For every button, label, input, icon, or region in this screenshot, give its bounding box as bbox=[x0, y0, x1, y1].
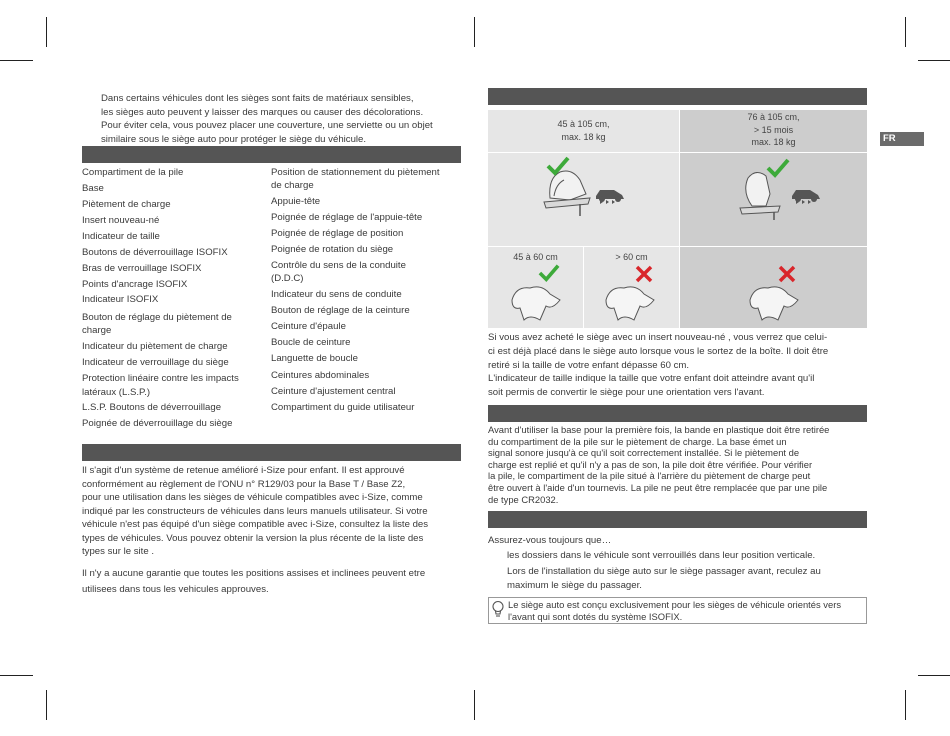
intro-paragraph bbox=[101, 92, 461, 146]
text-line: soit permis de convertir le siège pour une orientation vers l'avant. bbox=[488, 386, 765, 398]
parts-item: Indicateur du piètement de charge bbox=[82, 341, 228, 352]
parts-item: Ceintures abdominales bbox=[271, 370, 370, 381]
text-line: indiqué par les constructeurs de véhicules dans leurs manuels utilisateur. Si votre bbox=[82, 505, 428, 517]
car-icon bbox=[790, 184, 822, 206]
parts-item: Poignée de déverrouillage du siège bbox=[82, 418, 233, 429]
language-tab: FR bbox=[880, 132, 924, 146]
text-line: du compartiment de la pile sur le piètement de charge. La base émet un bbox=[488, 435, 787, 447]
battery-paragraph bbox=[488, 424, 870, 505]
cell-label bbox=[488, 118, 679, 143]
parts-item: Bouton de réglage du piètement de bbox=[82, 312, 232, 323]
parts-item: Bouton de réglage de la ceinture bbox=[271, 305, 410, 316]
text-line: être ouvert à l'aide d'un tournevis. La pile ne peut être remplacée que par une pile bbox=[488, 481, 828, 493]
text-line: Si vous avez acheté le siège avec un insert nouveau-né , vous verrez que celui- bbox=[488, 332, 828, 343]
text-line: Il n'y a aucune garantie que toutes les positions assises et inclinees peuvent etre bbox=[82, 568, 426, 579]
cross-icon bbox=[777, 264, 797, 284]
text-line: retiré si la taille de votre enfant dépasse 60 cm. bbox=[488, 359, 690, 371]
text-line: la pile, le compartiment de la pile situé à l'arrière du piètement de charge peut bbox=[488, 470, 811, 482]
lightbulb-icon bbox=[491, 600, 505, 618]
isize-paragraph bbox=[82, 464, 462, 559]
text-line: charge est replié et qu'il n'y a pas de son, la pile doit être vérifiée. Pour vérifier bbox=[488, 458, 813, 470]
parts-item: Boucle de ceinture bbox=[271, 337, 351, 348]
text-line: Le siège auto est conçu exclusivement pour les sièges de véhicule orientés vers bbox=[508, 599, 842, 610]
text-line: Lors de l'installation du siège auto sur le siège passager avant, reculez au bbox=[507, 566, 821, 577]
insert-paragraph bbox=[488, 331, 868, 372]
parts-item: Insert nouveau-né bbox=[82, 215, 160, 226]
parts-item: Indicateur de verrouillage du siège bbox=[82, 357, 229, 368]
warranty-paragraph bbox=[82, 566, 462, 598]
tip-box bbox=[488, 597, 867, 624]
parts-item: Languette de boucle bbox=[271, 353, 358, 364]
text-line: véhicule n'est pas équipé d'un siège compatible avec i-Size, consultez la liste des bbox=[82, 519, 429, 530]
crop-mark bbox=[46, 17, 47, 47]
text-line: utilisees dans tous les vehicules approuves. bbox=[82, 584, 269, 595]
text-line: signal sonore jusqu'à ce qu'il soit correctement installée. Si le piètement de bbox=[488, 447, 800, 459]
parts-item: Base bbox=[82, 183, 104, 194]
parts-item: Compartiment de la pile bbox=[82, 167, 184, 178]
crop-mark bbox=[0, 60, 33, 61]
parts-item: Ceinture d'épaule bbox=[271, 321, 346, 332]
parts-item: Appuie-tête bbox=[271, 196, 321, 207]
parts-item: Piètement de charge bbox=[82, 199, 171, 210]
parts-item: de charge bbox=[271, 180, 314, 191]
text-line: conformément au règlement de l'ONU n° R129/03 pour la Base T / Base Z2, bbox=[82, 478, 406, 490]
text-line: Dans certains véhicules dont les sièges sont faits de matériaux sensibles, bbox=[101, 93, 414, 104]
section-header-bar bbox=[488, 88, 867, 105]
cell-label: > 60 cm bbox=[615, 252, 648, 262]
section-header-bar bbox=[82, 444, 461, 461]
parts-item: Boutons de déverrouillage ISOFIX bbox=[82, 247, 228, 258]
parts-item: (D.D.C) bbox=[271, 273, 304, 284]
parts-item: charge bbox=[82, 325, 112, 336]
check-icon bbox=[545, 155, 571, 177]
crop-mark bbox=[918, 60, 950, 61]
crop-mark bbox=[474, 17, 475, 47]
text-line: similaire sous le siège auto pour protéger le siège du véhicule. bbox=[101, 133, 367, 145]
text-line: 76 à 105 cm, bbox=[747, 112, 800, 122]
text-line: > 15 mois bbox=[753, 124, 794, 135]
text-line: Avant d'utiliser la base pour la première fois, la bande en plastique doit être retirée bbox=[488, 424, 830, 435]
text-line: l'avant qui sont dotés du système ISOFIX. bbox=[508, 611, 683, 622]
list-item bbox=[507, 565, 867, 592]
parts-item: Indicateur ISOFIX bbox=[82, 294, 159, 305]
parts-item: Bras de verrouillage ISOFIX bbox=[82, 263, 202, 274]
parts-item: Compartiment du guide utilisateur bbox=[271, 402, 415, 413]
parts-item: Indicateur du sens de conduite bbox=[271, 289, 402, 300]
parts-item: Position de stationnement du piètement bbox=[271, 167, 440, 178]
text-line: 45 à 105 cm, bbox=[557, 119, 610, 129]
section-header-bar bbox=[488, 511, 867, 528]
cell-label: 45 à 60 cm bbox=[513, 252, 558, 262]
newborn-insert-illustration bbox=[600, 280, 660, 324]
crop-mark bbox=[905, 690, 906, 720]
text-line: max. 18 kg bbox=[561, 131, 606, 142]
text-line: Pour éviter cela, vous pouvez placer une couverture, une serviette ou un objet bbox=[101, 120, 433, 132]
parts-item: Protection linéaire contre les impacts bbox=[82, 373, 239, 384]
cell-label bbox=[680, 111, 867, 149]
check-icon bbox=[537, 263, 561, 283]
parts-item: Contrôle du sens de la conduite bbox=[271, 260, 406, 271]
text-line: max. 18 kg bbox=[751, 137, 796, 147]
section-header-bar bbox=[82, 146, 461, 163]
text-line: L'indicateur de taille indique la taille que votre enfant doit atteindre avant qu'il bbox=[488, 373, 815, 384]
newborn-insert-illustration bbox=[506, 280, 566, 324]
tip-text bbox=[508, 599, 868, 623]
parts-item: Ceinture d'ajustement central bbox=[271, 386, 396, 397]
parts-item: latéraux (L.S.P.) bbox=[82, 387, 151, 398]
table-divider bbox=[488, 152, 867, 153]
crop-mark bbox=[918, 675, 950, 676]
check-icon bbox=[765, 157, 791, 179]
crop-mark bbox=[46, 690, 47, 720]
text-line: maximum le siège du passager. bbox=[507, 579, 642, 591]
crop-mark bbox=[0, 675, 33, 676]
crop-mark bbox=[474, 690, 475, 720]
always-intro: Assurez-vous toujours que… bbox=[488, 535, 612, 546]
parts-item: Poignée de réglage de position bbox=[271, 228, 404, 239]
section-header-bar bbox=[488, 405, 867, 422]
size-indicator-paragraph bbox=[488, 372, 868, 400]
car-icon bbox=[594, 184, 626, 206]
text-line: les sièges auto peuvent y laisser des marques ou causer des décolorations. bbox=[101, 106, 424, 118]
parts-item: Poignée de réglage de l'appuie-tête bbox=[271, 212, 423, 223]
parts-item: Indicateur de taille bbox=[82, 231, 160, 242]
newborn-insert-illustration bbox=[744, 280, 804, 324]
text-line: ci est déjà placé dans le siège auto lorsque vous le sortez de la boîte. Il doit être bbox=[488, 345, 829, 357]
text-line: types de véhicules. Vous pouvez obtenir la version la plus récente de la liste des bbox=[82, 532, 424, 544]
parts-item: Poignée de rotation du siège bbox=[271, 244, 394, 255]
parts-item: Points d'ancrage ISOFIX bbox=[82, 279, 188, 290]
text-line: les dossiers dans le véhicule sont verrouillés dans leur position verticale. bbox=[507, 550, 816, 561]
text-line: de type CR2032. bbox=[488, 493, 559, 505]
cross-icon bbox=[634, 264, 654, 284]
parts-item: L.S.P. Boutons de déverrouillage bbox=[82, 402, 222, 413]
crop-mark bbox=[905, 17, 906, 47]
list-item bbox=[507, 549, 867, 563]
text-line: types sur le site . bbox=[82, 546, 154, 557]
text-line: Il s'agit d'un système de retenue amélioré i-Size pour enfant. Il est approuvé bbox=[82, 465, 405, 476]
text-line: pour une utilisation dans les sièges de véhicule compatibles avec i-Size, comme bbox=[82, 492, 423, 503]
